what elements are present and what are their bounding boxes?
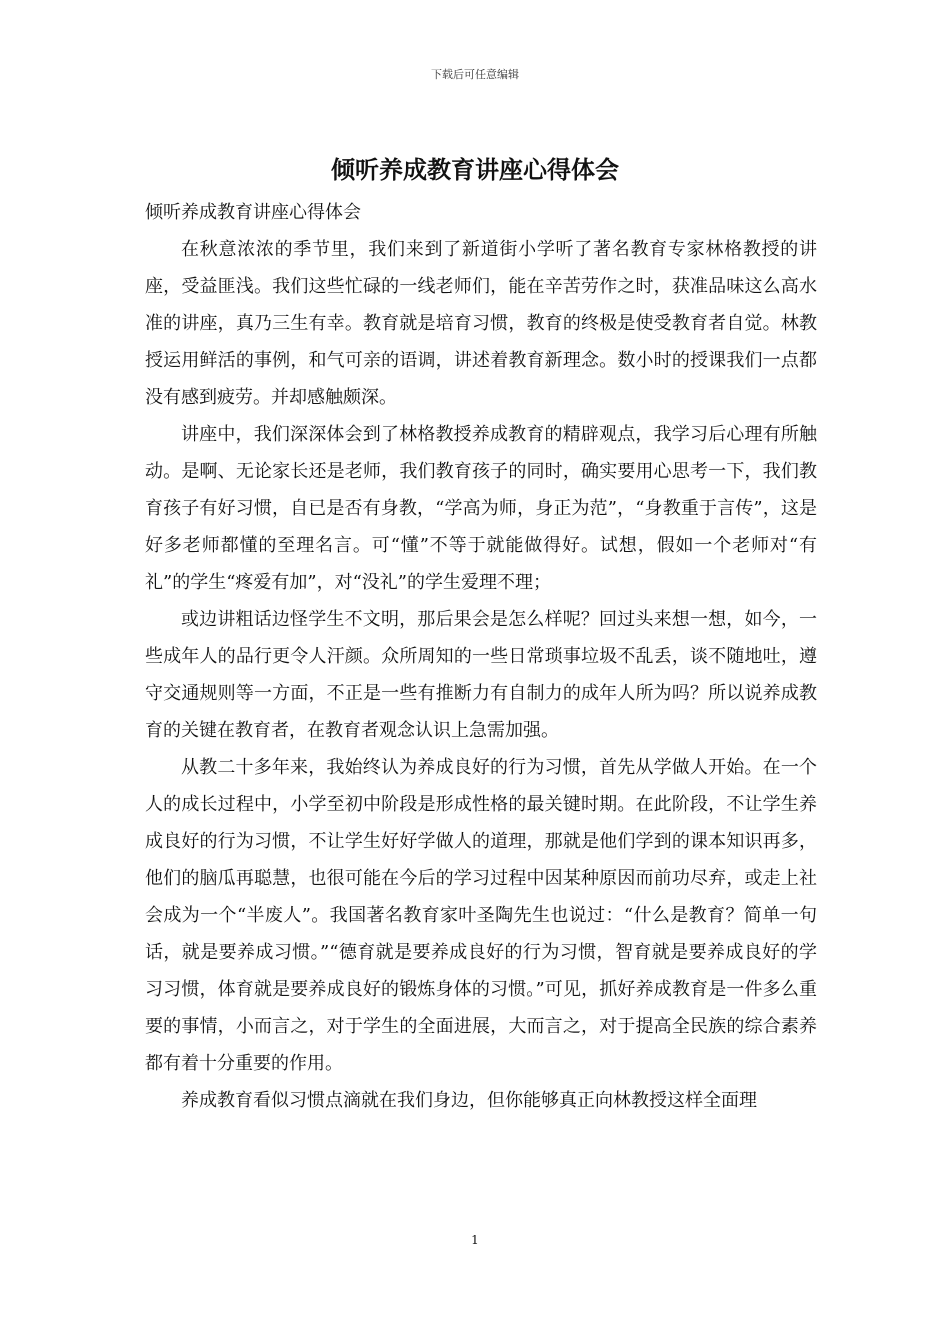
body-paragraph: 养成教育看似习惯点滴就在我们身边，但你能够真正向林教授这样全面理 [181,1090,757,1111]
document-subtitle: 倾听养成教育讲座心得体会 [145,202,361,223]
body-paragraph: 讲座中，我们深深体会到了林格教授养成教育的精辟观点，我学习后心理有所触动。是啊、无论家长还是老师，我们教育孩子的同时，确实要用心思考一下，我们教育孩子有好习惯，自已是否有身教，“学高为师，身正为范”，“身教重于言传”，这是好多老师都懂的至理名言。可“懂”不等于就能做得好。试想，假如一个老师对“有礼”的学生“疼爱有加”，对“没礼”的学生爱理不理； [145,424,817,593]
document-title: 倾听养成教育讲座心得体会 [331,155,619,184]
body-paragraph: 或边讲粗话边怪学生不文明，那后果会是怎么样呢？回过头来想一想，如今，一些成年人的品行更令人汗颜。众所周知的一些日常琐事垃圾不乱丢，谈不随地吐，遵守交通规则等一方面，不正是一些有推断力有自制力的成年人所为吗？所以说养成教育的关键在教育者，在教育者观念认识上急需加强。 [145,609,817,741]
body-paragraph: 在秋意浓浓的季节里，我们来到了新道街小学听了著名教育专家林格教授的讲座，受益匪浅。我们这些忙碌的一线老师们，能在辛苦劳作之时，获准品味这么高水准的讲座，真乃三生有幸。教育就是培育习惯，教育的终极是使受教育者自觉。林教授运用鲜活的事例，和气可亲的语调，讲述着教育新理念。数小时的授课我们一点都没有感到疲劳。并却感触颇深。 [145,239,817,408]
body-paragraph: 从教二十多年来，我始终认为养成良好的行为习惯，首先从学做人开始。在一个人的成长过程中，小学至初中阶段是形成性格的最关键时期。在此阶段，不让学生养成良好的行为习惯，不让学生好好学做人的道理，那就是他们学到的课本知识再多，他们的脑瓜再聪慧，也很可能在今后的学习过程中因某种原因而前功尽弃，或走上社会成为一个“半废人”。我国著名教育家叶圣陶先生也说过：“什么是教育？简单一句话，就是要养成习惯。”“德育就是要养成良好的行为习惯，智育就是要养成良好的学习习惯，体育就是要养成良好的锻炼身体的习惯。”可见，抓好养成教育是一件多么重要的事情，小而言之，对于学生的全面进展，大而言之，对于提高全民族的综合素养都有着十分重要的作用。 [145,757,817,1074]
page-number: 1 [471,1233,479,1247]
header-note: 下载后可任意编辑 [431,68,519,81]
document-body [145,194,817,1119]
